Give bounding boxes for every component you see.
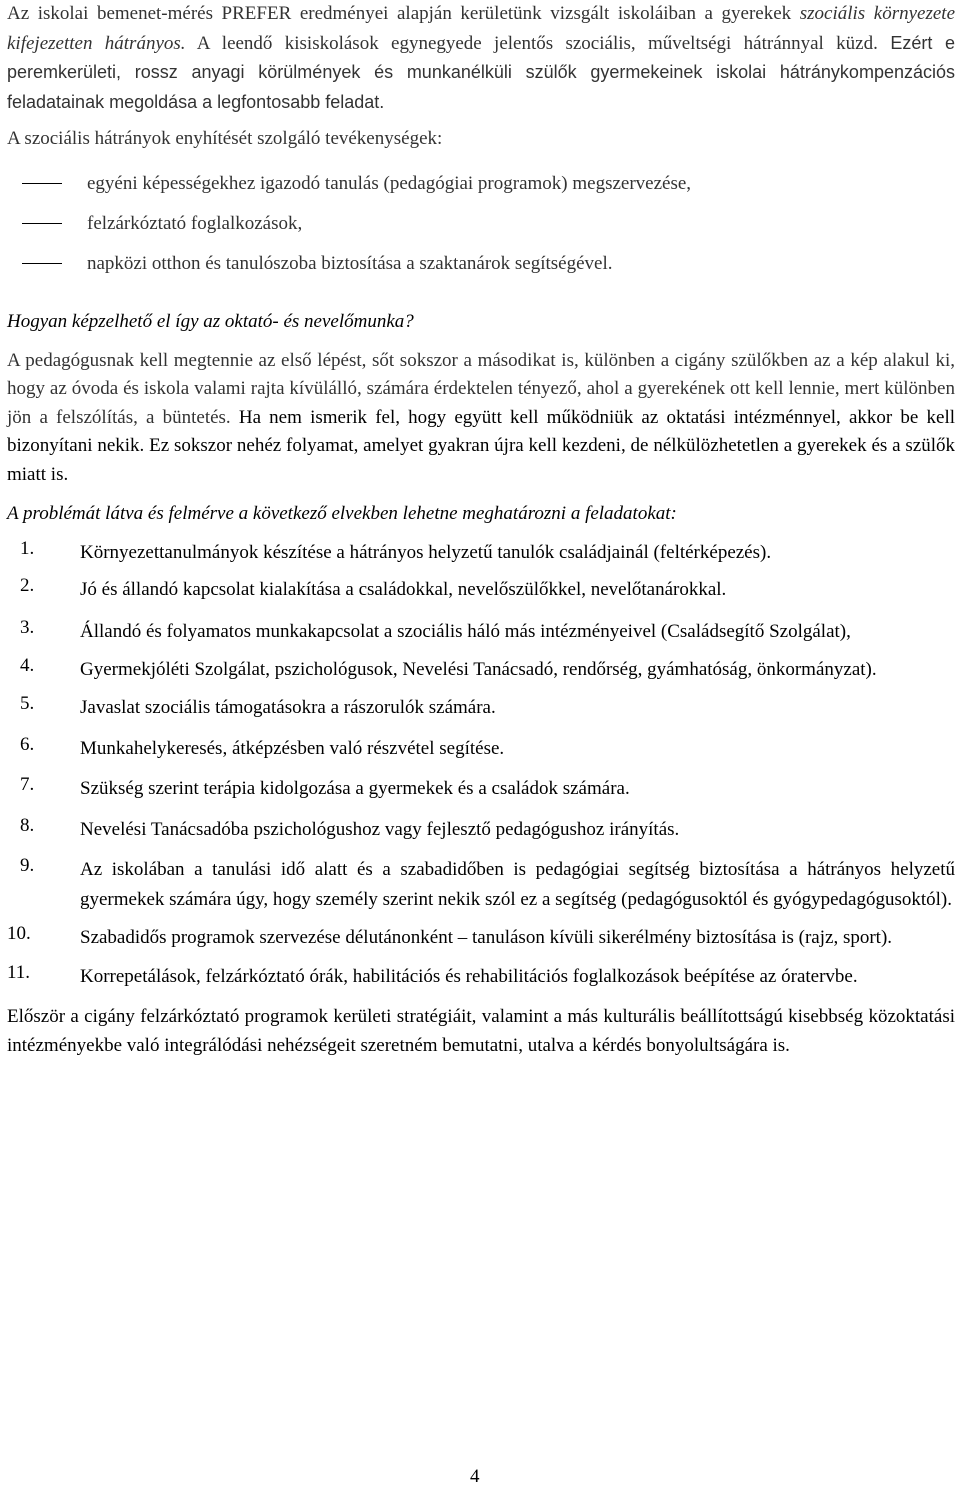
- activity-item: [7, 204, 955, 244]
- intro-sentence-1: Az iskolai bemenet-mérés PREFER eredményei alapján kerületünk vizsgált iskoláiban a gyerekek: [7, 3, 800, 24]
- intro-paragraph: [7, 0, 955, 117]
- document-page: [7, 0, 955, 1060]
- activity-text: felzárkóztató foglalkozások,: [87, 212, 303, 234]
- task-number: 6.: [20, 733, 35, 755]
- task-number: 11.: [7, 961, 31, 983]
- question-heading: Hogyan képzelhető el így az oktató- és nevelőmunka?: [7, 310, 414, 332]
- paragraph-two-sentence-1: A pedagógusnak kell megtennie az első lépést, sőt sokszor a másodikat is, különben a cigány szülőkben az a kép alakul ki, hogy az óvoda és iskola valami rajta kívülálló, számára érdektelen tényező, ahol a gyerekének ott kell lennie, mert különben jön a felszólítás, a büntetés.: [7, 349, 955, 428]
- task-number: 9.: [20, 855, 35, 877]
- task-number: 10.: [7, 923, 31, 945]
- activity-text: egyéni képességekhez igazodó tanulás (pedagógiai programok) megszervezése,: [87, 172, 692, 194]
- activity-text: napközi otthon és tanulószoba biztosítása a szaktanárok segítségével.: [87, 252, 613, 274]
- task-number: 5.: [20, 693, 35, 715]
- paragraph-two-sentence-3: Ez sokszor nehéz folyamat, amelyet gyakran újra kell kezdeni, de nélkülözhetetlen a gyerekek és a szülők miatt is.: [7, 435, 955, 485]
- dash-bullet-icon: [22, 183, 62, 184]
- activity-item: [7, 164, 955, 204]
- closing-paragraph: Először a cigány felzárkóztató programok kerületi stratégiáit, valamint a más kulturális beállítottságú kisebbség közoktatási intézményekbe való integrálódási nehézségeit szeretném bemutatni, utalva a kérdés bonyolultságára is.: [7, 1006, 955, 1056]
- dash-bullet-icon: [22, 263, 62, 264]
- task-item: [7, 962, 955, 992]
- task-number: 7.: [20, 774, 35, 796]
- task-text: Jó és állandó kapcsolat kialakítása a családokkal, nevelőszülőkkel, nevelőtanárokkal.: [80, 578, 727, 600]
- task-text: Gyermekjóléti Szolgálat, pszichológusok, Nevelési Tanácsadó, rendőrség, gyámhatóság, önkormányzat).: [80, 658, 877, 680]
- task-text: Korrepetálások, felzárkóztató órák, habilitációs és rehabilitációs foglalkozások beépítése az óratervbe.: [80, 965, 858, 987]
- dash-bullet-icon: [22, 223, 62, 224]
- task-text: Környezettanulmányok készítése a hátrányos helyzetű tanulók családjainál (feltérképezés).: [80, 542, 772, 564]
- activity-item: [7, 244, 955, 284]
- intro-italic-phrase: szociális környezete kifejezetten hátrányos.: [7, 3, 955, 54]
- task-text: Az iskolában a tanulási idő alatt és a szabadidőben is pedagógiai segítség biztosítása a hátrányos helyzetű gyermekek számára úgy, hogy személy szerint nekik szól ez a segítség (pedagógusoktól és gyógypedagógusoktól).: [80, 859, 955, 910]
- task-item: [7, 923, 955, 953]
- task-text: Javaslat szociális támogatásokra a rászorulók számára.: [80, 697, 496, 719]
- intro-sentence-2: A leendő kisiskolások egynegyede jelentős szociális, műveltségi hátránnyal küzd.: [185, 32, 878, 54]
- task-text: Állandó és folyamatos munkakapcsolat a szociális háló más intézményeivel (Családsegítő Szolgálat),: [80, 621, 851, 643]
- task-item: [7, 855, 955, 914]
- task-text: Szabadidős programok szervezése délutánonként – tanuláson kívüli sikerélmény biztosítása is (rajz, sport).: [80, 927, 893, 949]
- task-item: [7, 774, 955, 804]
- task-number: 3.: [20, 617, 35, 639]
- task-item: [7, 575, 955, 605]
- tasks-heading: A problémát látva és felmérve a következő elvekben lehetne meghatározni a feladatokat:: [7, 502, 677, 524]
- intro-sentence-3: Ezért e peremkerületi, rossz anyagi körülmények és munkanélküli szülők gyermekeinek iskolai hátránykompenzációs feladatainak megoldása a legfontosabb feladat.: [7, 32, 955, 112]
- task-number: 1.: [20, 538, 35, 560]
- task-item: [7, 815, 955, 845]
- tasks-list: [7, 538, 955, 991]
- paragraph-two-sentence-2: Ha nem ismerik fel, hogy együtt kell működniük az oktatási intézménnyel, akkor be kell bizonyítani nekik.: [7, 406, 955, 457]
- task-item: [7, 538, 955, 568]
- task-number: 8.: [20, 814, 35, 836]
- task-text: Munkahelykeresés, átképzésben való részvétel segítése.: [80, 737, 505, 759]
- task-item: [7, 617, 955, 647]
- task-item: [7, 734, 955, 764]
- task-item: [7, 693, 955, 723]
- task-text: Szükség szerint terápia kidolgozása a gyermekek és a családok számára.: [80, 778, 630, 800]
- activities-list: [7, 164, 955, 284]
- task-number: 4.: [20, 654, 35, 676]
- page-number: 4: [470, 1466, 480, 1487]
- task-item: [7, 655, 955, 685]
- task-number: 2.: [20, 574, 35, 596]
- task-text: Nevelési Tanácsadóba pszichológushoz vagy fejlesztő pedagógushoz irányítás.: [80, 818, 680, 840]
- activities-heading: A szociális hátrányok enyhítését szolgáló tevékenységek:: [7, 128, 443, 150]
- paragraph-two: [7, 347, 955, 490]
